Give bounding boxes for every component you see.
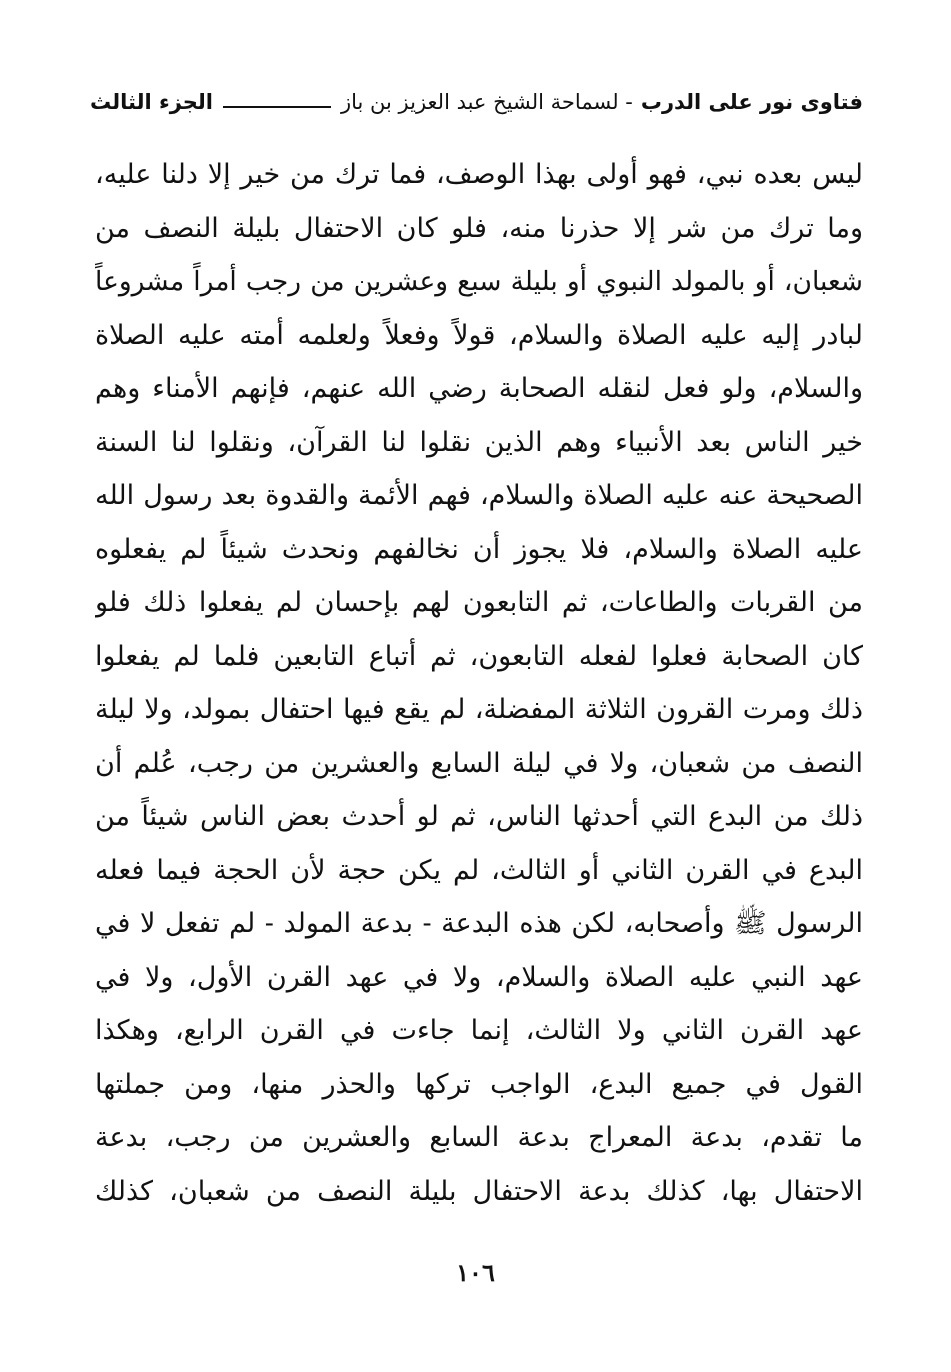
text-line: ذلك من البدع التي أحدثها الناس، ثم لو أحدث بعض الناس شيئاً من	[95, 801, 863, 832]
text-line: من القربات والطاعات، ثم التابعون لهم بإحسان لم يفعلوا ذلك فلو	[95, 587, 863, 618]
text-line: كان الصحابة فعلوا لفعله التابعون، ثم أتباع التابعين فلما لم يفعلوا	[95, 640, 863, 672]
text-line: عليه الصلاة والسلام، فلا يجوز أن نخالفهم ونحدث شيئاً لم يفعلوه	[95, 533, 863, 565]
text-line: النصف من شعبان، ولا في ليلة السابع والعشرين من رجب، عُلم أن	[95, 747, 863, 779]
body-text	[95, 148, 863, 1218]
page-number: ١٠٦	[456, 1258, 495, 1287]
text-line: وما ترك من شر إلا حذرنا منه، فلو كان الاحتفال بليلة النصف من	[95, 212, 863, 244]
running-header	[90, 82, 863, 122]
text-line: البدع في القرن الثاني أو الثالث، لم يكن حجة لأن الحجة فيما فعله	[95, 854, 863, 886]
header-part: الجزء الثالث	[90, 90, 213, 114]
text-line: والسلام، ولو فعل لنقله الصحابة رضي الله عنهم، فإنهم الأمناء وهم	[95, 373, 863, 404]
text-line: القول في جميع البدع، الواجب تركها والحذر منها، ومن جملتها	[95, 1068, 863, 1100]
text-line: لبادر إليه عليه الصلاة والسلام، قولاً وفعلاً ولعلمه أمته عليه الصلاة	[95, 319, 863, 351]
header-series-title: فتاوى نور على الدرب	[640, 90, 863, 114]
text-line: ما تقدم، بدعة المعراج بدعة السابع والعشرين من رجب، بدعة	[95, 1122, 863, 1153]
text-line: عهد القرن الثاني ولا الثالث، إنما جاءت في القرن الرابع، وهكذا	[95, 1015, 863, 1046]
text-line: عهد النبي عليه الصلاة والسلام، ولا في عهد القرن الأول، ولا في	[95, 961, 863, 993]
text-line: الاحتفال بها، كذلك بدعة الاحتفال بليلة النصف من شعبان، كذلك	[95, 1175, 863, 1207]
text-line: الصحيحة عنه عليه الصلاة والسلام، فهم الأئمة والقدوة بعد رسول الله	[95, 480, 863, 511]
text-line: ذلك ومرت القرون الثلاثة المفضلة، لم يقع فيها احتفال بمولد، ولا ليلة	[95, 694, 863, 725]
text-line: الرسول ﷺ وأصحابه، لكن هذه البدعة - بدعة المولد - لم تفعل لا في	[95, 908, 863, 939]
text-line: خير الناس بعد الأنبياء وهم الذين نقلوا لنا القرآن، ونقلوا لنا السنة	[95, 426, 863, 458]
text-line: ليس بعده نبي، فهو أولى بهذا الوصف، فما ترك من خير إلا دلنا عليه،	[95, 159, 863, 190]
header-rule	[223, 106, 331, 108]
header-author: - لسماحة الشيخ عبد العزيز بن باز	[340, 90, 633, 114]
text-line: شعبان، أو بالمولد النبوي أو بليلة سبع وعشرين من رجب أمراً مشروعاً	[95, 266, 863, 297]
